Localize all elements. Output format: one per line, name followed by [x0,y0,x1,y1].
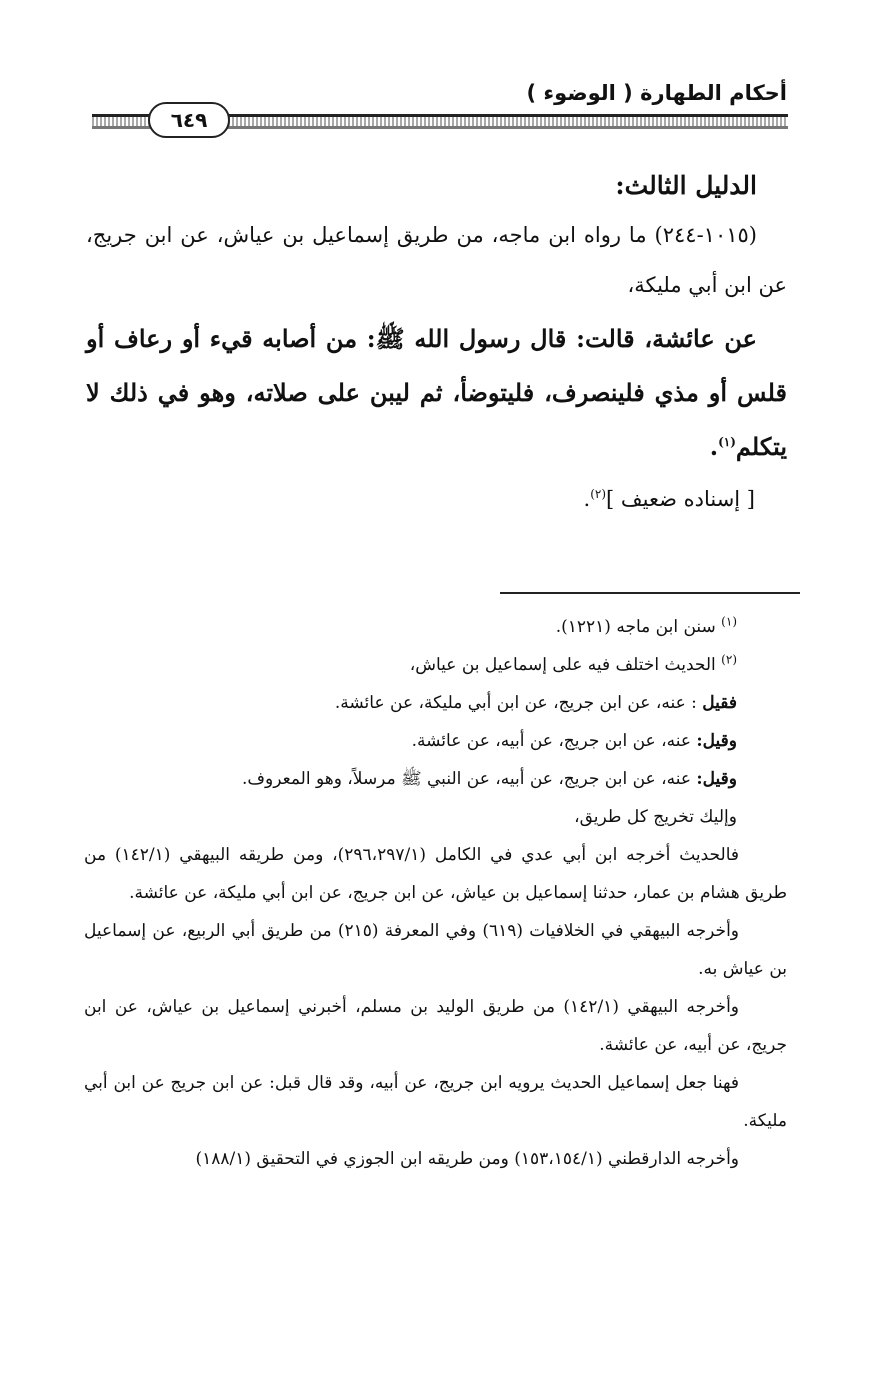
variant-3-text: عنه، عن ابن جريج، عن أبيه، عن النبي ﷺ مرسلاً، وهو المعروف. [242,769,697,789]
hadith-end: . [709,432,719,461]
variant-2-text: عنه، عن ابن جريج، عن أبيه، عن عائشة. [411,731,697,751]
intro-line: وإليك تخريج كل طريق، [574,807,737,827]
narration-paragraph: (١٠١٥-٢٤٤) ما رواه ابن ماجه، من طريق إسماعيل بن عياش، عن ابن جريج، عن ابن أبي مليكة، [86,223,787,297]
takhrij-paragraph-5: وأخرجه الدارقطني (١٥٣،١٥٤/١) ومن طريقه ابن الجوزي في التحقيق (١٨٨/١) [195,1149,739,1169]
grading-text: [ إسناده ضعيف ] [606,487,755,511]
variant-3 [84,760,737,798]
footnote-1-marker: (١) [721,614,737,629]
variant-1 [84,684,737,722]
main-text [86,162,787,522]
footnote-ref-1[interactable]: (١) [718,435,736,449]
variant-2-lead: وقيل: [696,731,737,751]
takhrij-paragraph-3: وأخرجه البيهقي (١٤٢/١) من طريق الوليد بن مسلم، أخبرني إسماعيل بن عياش، عن ابن جريج، عن أبيه، عن عائشة. [84,997,787,1055]
footnote-2-marker: (٢) [721,652,737,667]
page-number-badge [148,102,230,138]
running-head: أحكام الطهارة ( الوضوء ) [526,81,787,105]
grading [86,476,755,522]
hadith-text [86,312,787,474]
grading-end: . [583,487,591,511]
footnote-ref-2[interactable]: (٢) [590,487,607,501]
footnote-2-text: الحديث اختلف فيه على إسماعيل بن عياش، [409,655,716,675]
variant-1-lead: فقيل [702,693,737,713]
takhrij-paragraph-1: فالحديث أخرجه ابن أبي عدي في الكامل (٢٩٦،٢٩٧/١)، ومن طريقه البيهقي (١٤٢/١) من طريق هشام بن عمار، حدثنا إسماعيل بن عياش، عن ابن جريج، عن ابن أبي مليكة، عن عائشة. [84,845,787,903]
section-title: الدليل الثالث: [615,171,757,200]
footnote-separator [500,592,800,594]
variant-2 [84,722,737,760]
footnote-2 [84,646,737,684]
footnotes [84,608,787,1178]
page-number: ٦٤٩ [170,108,208,132]
takhrij-paragraph-4: فهنا جعل إسماعيل الحديث يرويه ابن جريج، عن أبيه، وقد قال قبل: عن ابن جريج عن ابن أبي مليكة. [84,1073,787,1131]
hadith-body: عن عائشة، قالت: قال رسول الله ﷺ: من أصابه قيء أو رعاف أو قلس أو مذي فلينصرف، فليتوضأ، ثم ليبن على صلاته، وهو في ذلك لا يتكلم [86,324,787,461]
variant-1-text: : عنه، عن ابن جريج، عن ابن أبي مليكة، عن عائشة. [334,693,703,713]
footnote-1-text: سنن ابن ماجه (١٢٢١). [555,617,716,637]
footnote-1 [84,608,737,646]
takhrij-paragraph-2: وأخرجه البيهقي في الخلافيات (٦١٩) وفي المعرفة (٢١٥) من طريق أبي الربيع، عن إسماعيل بن عياش به. [84,921,787,979]
variant-3-lead: وقيل: [696,769,737,789]
